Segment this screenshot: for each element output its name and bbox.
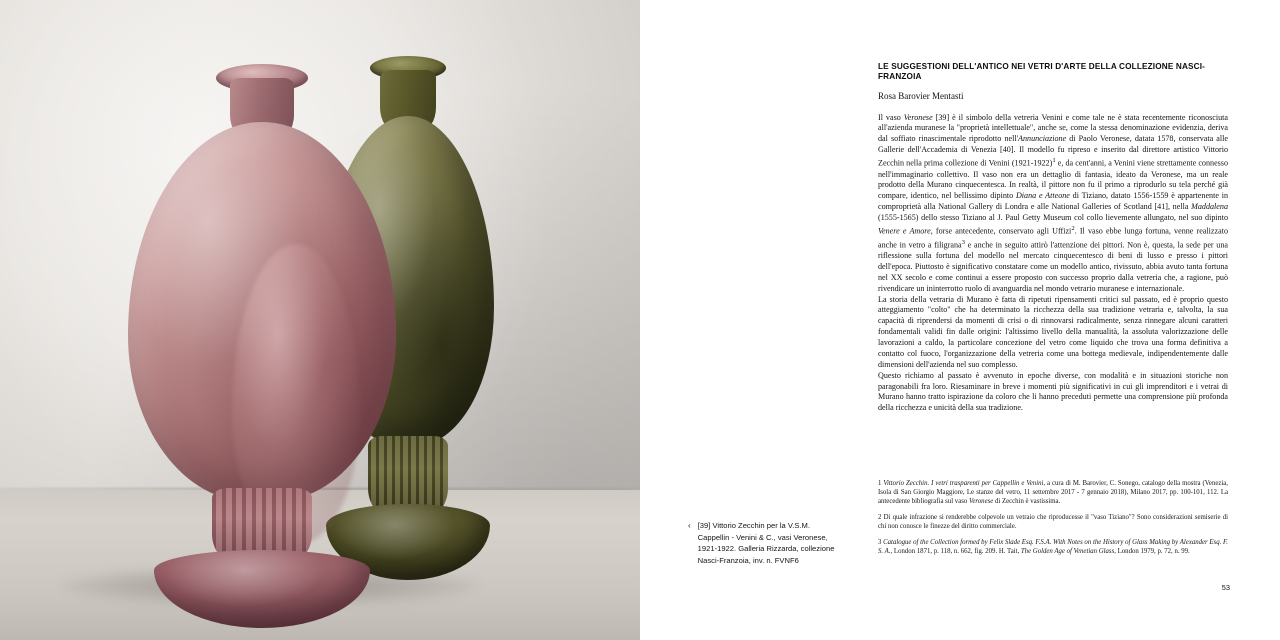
- figure-caption: [688, 520, 838, 566]
- page-number: 53: [1221, 583, 1230, 592]
- article-paragraph: Il vaso Veronese [39] è il simbolo della vetreria Venini e come tale ne è stata recentemente riconosciuta all'azienda muranese la "proprietà intellettuale", anche se, come la stessa denominazione evidenzia, deriva dal soffiato rinascimentale riprodotto nell'Annunciazione di Paolo Veronese, datata 1578, conservata alle Gallerie dell'Accademia di Venezia [40]. Il modello fu ripreso e inserito dal direttore artistico Vittorio Zecchin nella prima collezione di Venini (1921-1922)$^1$ e, da cent'anni, a Venini viene strettamente connesso nell'immaginario collettivo. Il vaso non era un dettaglio di fantasia, ideato da Veronese, ma un reale prodotto della Murano cinquecentesca. In realtà, il pittore non fu il primo a riprodurlo su tela perché già compare, identico, nel bellissimo dipinto Diana e Atteone di Tiziano, datato 1556-1559 è appartenente in comproprietà alla National Gallery di Londra e alle National Galleries of Scotland [41], nella Maddalena (1555-1565) dello stesso Tiziano al J. Paul Getty Museum col collo lievemente allungato, nel suo dipinto Venere e Amore, forse antecedente, conservato agli Uffizi$^2$. Il vaso ebbe lunga fortuna, venne realizzato anche in vetro a filigrana$^3$ e anche in seguito attirò l'attenzione dei pittori. Non è, questa, la sede per una riflessione sulla fortuna del modello nel mercato cinquecentesco di beni di lusso e presso i pittori dell'epoca. Piuttosto è significativo constatare come un modello antico, rivissuto, abbia avuto tanta fortuna nel XX secolo e come continui a essere proposto con successo proprio dalla vetreria che, a ragione, può rivendicare un ininterrotto ruolo di avanguardia nel mondo vetrario muranese e internazionale.: [878, 112, 1229, 293]
- footnotes: [878, 480, 1228, 557]
- amethyst-vase-body: [128, 122, 396, 502]
- right-page: [640, 0, 1280, 640]
- footnote-item: 3 Catalogue of the Collection formed by Felix Slade Esq. F.S.A. With Notes on the History of Glass Making by Alexander Esq. F. S. A., London 1871, p. 118, n. 662, fig. 209. H. Tait, The Golden Age of Venetian Glass, London 1979, p. 72, n. 99.: [878, 538, 1228, 555]
- article-column: [878, 62, 1228, 414]
- article-body: [878, 113, 1228, 415]
- article-paragraph: Questo richiamo al passato è avvenuto in epoche diverse, con modalità e in situazioni storiche non paragonabili fra loro. Riesaminare in breve i momenti più significativi in cui gli imprenditori e i vetrai di Murano hanno tratto ispirazione da coloro che li hanno preceduti permette una comprensione più profonda della ricchezza e unicità della sua tradizione.: [878, 370, 1228, 413]
- footnote-item: 2 Di quale infrazione si renderebbe colpevole un vetraio che riproducesse il "vaso Tiziano"? Sono considerazioni semiserie di chi non conosce le finezze del diritto commerciale.: [878, 513, 1228, 530]
- caption-text: [39] Vittorio Zecchin per la V.S.M. Cappellin - Venini & C., vasi Veronese, 1921-1922. Galleria Rizzarda, collezione Nasci-Franzoia, inv. n. FVNF6: [697, 521, 835, 565]
- article-author: Rosa Barovier Mentasti: [878, 90, 964, 101]
- article-paragraph: La storia della vetraria di Murano è fatta di ripetuti ripensamenti critici sul passato, ed è proprio questo atteggiamento "colto" che ha determinato la ricchezza della sua tradizione vetraria e, talvolta, la sua capacità di riprendersi da momenti di crisi o di rinnovarsi radicalmente, senza rinnegare alcuni caratteri fondamentali validi fin dalle origini: l'altissimo livello della manualità, la assoluta valorizzazione delle lavorazioni a caldo, la particolare concezione del vetro come liquido che trova una forma definitiva a contatto col fuoco, l'organizzazione della vetreria come una bottega medievale, indipendentemente dalle dimensioni dell'azienda nel suo complesso.: [878, 294, 1228, 369]
- caption-arrow-icon: ‹: [688, 521, 691, 530]
- footnote-item: 1 Vittorio Zecchin. I vetri trasparenti per Cappellin e Venini, a cura di M. Barovier, C. Sonego, catalogo della mostra (Venezia, Isola di San Giorgio Maggiore, Le stanze del vetro, 11 settembre 2017 - 7 gennaio 2018), Milano 2017, pp. 100-101, 112. La antecedente bibliografia sul vaso Veronese di Zecchin è vastissima.: [878, 480, 1228, 505]
- article-title: LE SUGGESTIONI DELL'ANTICO NEI VETRI D'ARTE DELLA COLLEZIONE NASCI-FRANZOIA: [878, 62, 1206, 82]
- amethyst-vase: [128, 36, 396, 606]
